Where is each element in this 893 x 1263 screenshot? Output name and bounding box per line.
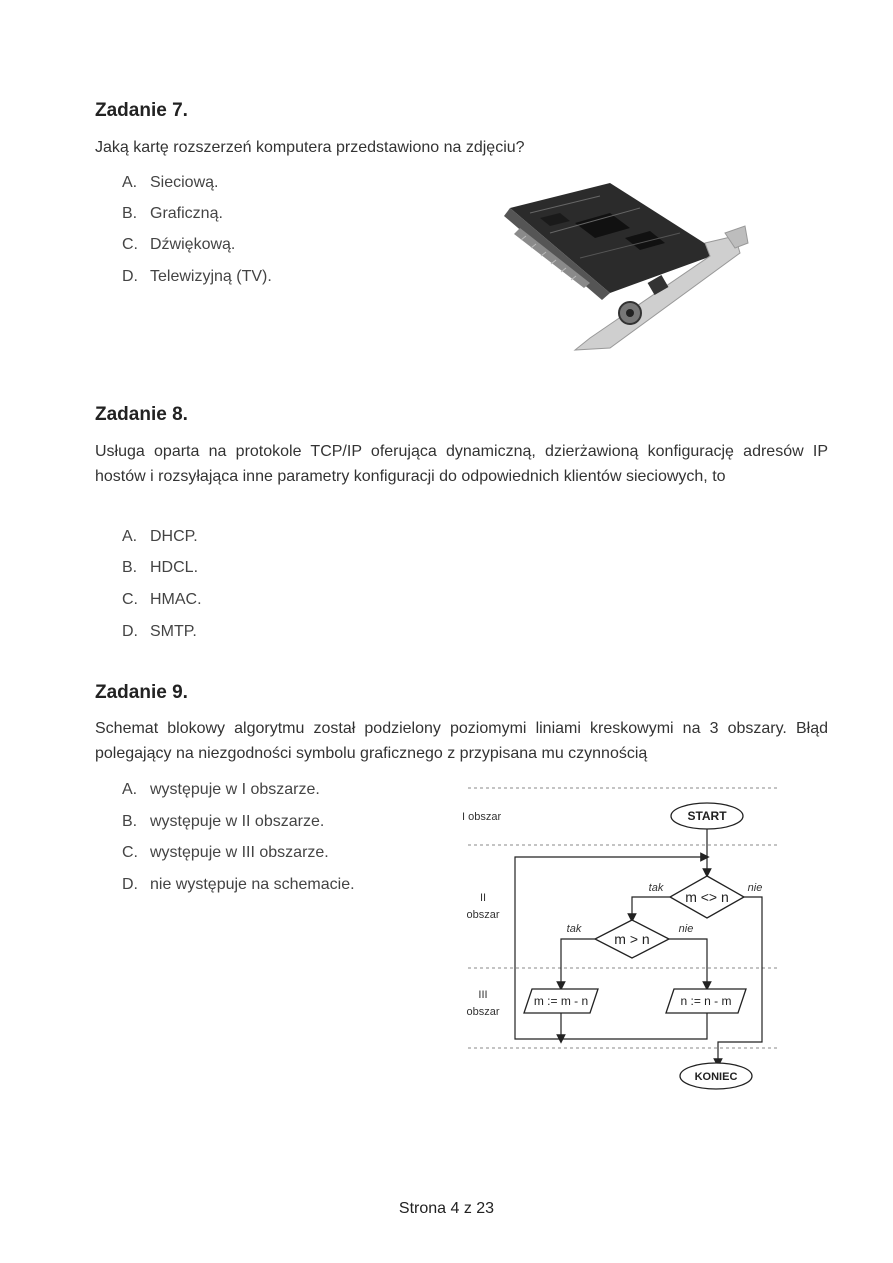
task8-answer-a: A. DHCP.: [122, 528, 198, 545]
network-card-photo: [490, 178, 760, 358]
cond2-no: nie: [678, 923, 694, 935]
task8-question: Usługa oparta na protokole TCP/IP oferująca dynamiczną, dzierżawioną konfigurację adresów IP hostów i rozsyłająca inne parametry konfiguracji do odpowiednich klientów sieciowych, to: [95, 443, 828, 485]
task9-answer-a: A. występuje w I obszarze.: [122, 781, 320, 798]
task7-title: Zadanie 7.: [95, 100, 188, 121]
page-footer: Strona 4 z 23: [398, 1200, 495, 1217]
start-label: START: [687, 809, 727, 823]
op-left-label: m := m - n: [533, 994, 589, 1008]
task7-answer-a: A. Sieciową.: [122, 174, 219, 191]
task9-answer-c: C. występuje w III obszarze.: [122, 844, 329, 861]
algorithm-flowchart: [450, 780, 790, 1100]
area1-label: I obszar: [462, 811, 502, 823]
task9-answer-b: B. występuje w II obszarze.: [122, 813, 325, 830]
task9-question: Schemat blokowy algorytmu został podzielony poziomymi liniami kreskowymi na 3 obszary. Błąd polegający na niezgodności symbolu graficznego z przypisana mu czynnością: [95, 720, 828, 762]
task7-answer-d: D. Telewizyjną (TV).: [122, 268, 272, 285]
op-right-label: n := n - m: [680, 994, 732, 1008]
task8-answer-d: D. SMTP.: [122, 623, 197, 640]
task8-answer-c: C. HMAC.: [122, 591, 202, 608]
task7-question: Jaką kartę rozszerzeń komputera przedstawiono na zdjęciu?: [95, 139, 525, 156]
cond2-yes: tak: [566, 923, 582, 935]
end-label: KONIEC: [694, 1071, 738, 1083]
task8-title: Zadanie 8.: [95, 404, 188, 425]
area3-num: III: [478, 989, 488, 1001]
area2-word: obszar: [466, 909, 500, 921]
area2-num: II: [479, 892, 487, 904]
cond2-label: m > n: [614, 931, 650, 947]
task7-answer-b: B. Graficzną.: [122, 205, 223, 222]
task9-title: Zadanie 9.: [95, 682, 188, 703]
cond1-yes: tak: [648, 882, 664, 894]
task7-answer-c: C. Dźwiękową.: [122, 236, 236, 253]
task9-answer-d: D. nie występuje na schemacie.: [122, 876, 355, 893]
cond1-label: m <> n: [685, 889, 729, 905]
area3-word: obszar: [466, 1006, 500, 1018]
cond1-no: nie: [747, 882, 763, 894]
task8-answer-b: B. HDCL.: [122, 559, 199, 576]
